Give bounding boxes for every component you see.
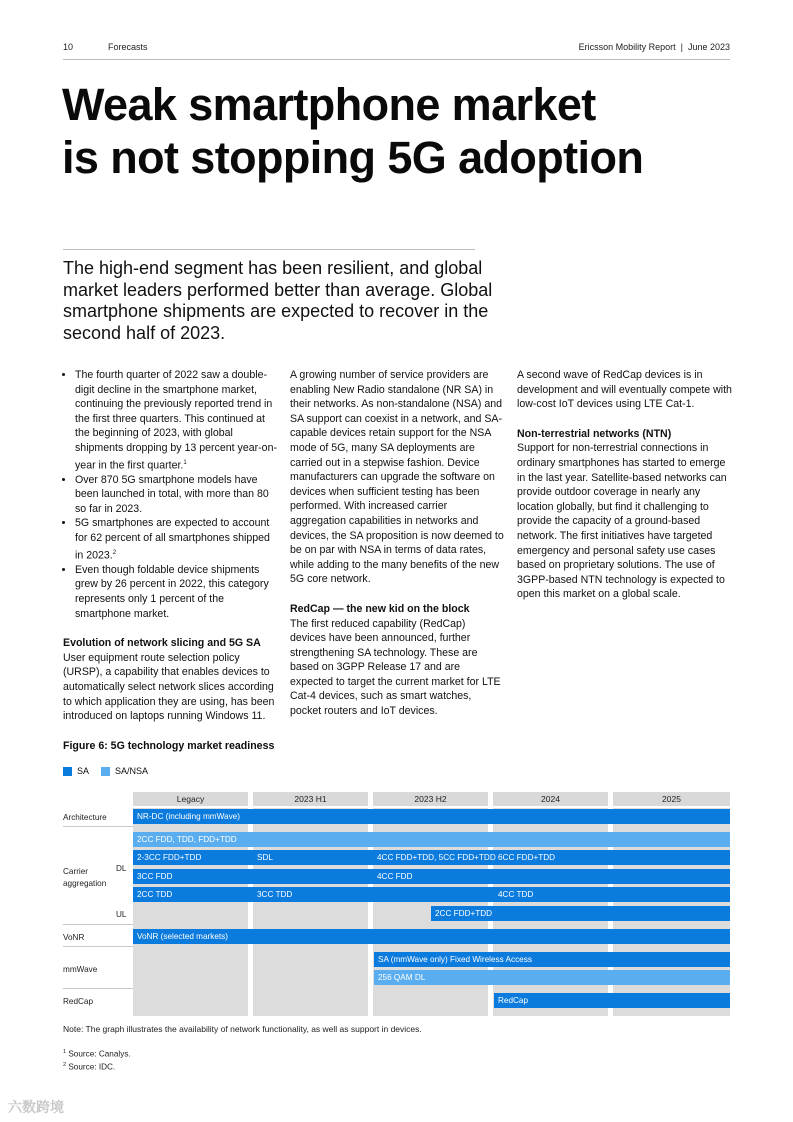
page-number: 10	[63, 42, 74, 52]
title-line-1: Weak smartphone market	[62, 79, 596, 130]
bar-2cc-tdd: 2CC TDD 3CC TDD 4CC TDD	[133, 887, 730, 902]
ntn-paragraph: Support for non-terrestrial connections in ordinary smartphones has started to emerge in the last year. Satellite-based networks can provide outdoor coverage in nearly any location globally, but find it challenging to provide the capacity of a ground-based network. The first initiatives have targeted emergency and personal safety use cases based on proprietary solutions. The use of 3GPP-based NTN technology is expected to open this market on a global scale.	[517, 442, 727, 601]
redcap-wave-paragraph: A second wave of RedCap devices is in development and will eventually compete with low-cost IoT devices using LTE Cat-1.	[517, 369, 732, 411]
column-1	[63, 368, 278, 724]
legend-sa: SA	[63, 766, 89, 776]
period-header-2023h1: 2023 H1	[253, 792, 368, 806]
intro-text: The high-end segment has been resilient, and global market leaders performed better than average. Global smartphone shipments are expected to recover in the second half of 2023.	[63, 258, 493, 343]
footnote-2: $^2$ Source: IDC.	[63, 1062, 116, 1072]
bullet-2: • Over 870 5G smartphone models have been launched in total, with more than 80 so far in 2023.	[75, 473, 278, 517]
bar-label-4cc-tdd: 4CC TDD	[498, 890, 534, 899]
row-label-redcap: RedCap	[63, 997, 94, 1006]
slicing-body: User equipment route selection policy (URSP), a capability that enables devices to automatically select network slices according to which application they are using, has been introduced on laptops running Windows 11.	[63, 651, 275, 723]
bar-2cc-fdd-tdd: 2CC FDD, TDD, FDD+TDD	[133, 832, 730, 847]
bar-label-sdl: SDL	[257, 853, 273, 862]
figure-note: Note: The graph illustrates the availability of network functionality, as well as support in devices.	[63, 1024, 422, 1034]
redcap-paragraph: The first reduced capability (RedCap) devices have been announced, further strengthening SA technology. These are based on 3GPP Release 17 and are expected to target the current market for LTE Cat-4 devices, such as smart watches, pocket routers and IoT devices.	[290, 617, 501, 718]
period-header-2024: 2024	[493, 792, 608, 806]
section-name: Forecasts	[108, 42, 148, 52]
bullet-1: • The fourth quarter of 2022 saw a double-digit decline in the smartphone market, continuing the previously reported trend in the first three quarters. This continued at the beginning of 2023, with global shipments dropping by 13 percent year-on-year in the first quarter.$^1$	[75, 368, 278, 473]
bar-label-4cc-fdd: 4CC FDD	[377, 872, 413, 881]
bar-label-6cc: 6CC FDD+TDD	[498, 853, 556, 862]
row-label-mmwave: mmWave	[63, 965, 98, 974]
row-separator	[63, 924, 133, 925]
period-header-legacy: Legacy	[133, 792, 248, 806]
header-rule	[63, 59, 730, 60]
row-label-ul: UL	[116, 910, 127, 919]
column-3	[517, 368, 732, 602]
bar-label-4cc-5cc: 4CC FDD+TDD, 5CC FDD+TDD	[377, 853, 496, 862]
intro-rule	[63, 249, 475, 250]
slicing-heading: Evolution of network slicing and 5G SA	[63, 637, 261, 650]
bar-256qam: 256 QAM DL	[374, 970, 730, 985]
key-points-list	[63, 368, 278, 621]
period-header-2023h2: 2023 H2	[373, 792, 488, 806]
column-2	[290, 368, 504, 719]
row-label-architecture: Architecture	[63, 813, 107, 822]
bar-ul-2cc-fdd-tdd: 2CC FDD+TDD	[431, 906, 730, 921]
row-separator	[63, 946, 133, 947]
figure-title: Figure 6: 5G technology market readiness	[63, 740, 275, 752]
row-separator	[63, 826, 133, 827]
row-label-aggregation: aggregation	[63, 879, 107, 888]
ntn-heading: Non-terrestrial networks (NTN)	[517, 427, 672, 440]
period-header-2025: 2025	[613, 792, 730, 806]
bar-redcap: RedCap	[494, 993, 730, 1008]
report-name: Ericsson Mobility Report | June 2023	[578, 42, 730, 52]
row-label-carrier: Carrier	[63, 867, 89, 876]
watermark: 六数跨境	[8, 1099, 64, 1115]
page-title	[62, 78, 762, 184]
nr-sa-paragraph: A growing number of service providers are enabling New Radio standalone (NR SA) in their networks. As non-standalone (NSA) and SA support can coexist in a network, and SA-capable devices retain support for the NSA mode of 5G, many SA deployments are carried out in a stepwise fashion. Device manufacturers can upgrade the software on devices when sufficient testing has been performed. With increased carrier aggregation capabilities in networks and devices, the SA proposition is now deemed to be on par with NSA in terms of data rates, while adding to the many benefits of the new 5G core network.	[290, 369, 504, 586]
legend-swatch-sa	[63, 767, 72, 776]
bar-mmwave-fwa: SA (mmWave only) Fixed Wireless Access	[374, 952, 730, 967]
row-separator	[63, 988, 133, 989]
title-line-2: is not stopping 5G adoption	[62, 132, 644, 183]
legend-swatch-sa-nsa	[101, 767, 110, 776]
redcap-heading: RedCap — the new kid on the block	[290, 602, 470, 615]
bar-label-3cc-tdd: 3CC TDD	[257, 890, 293, 899]
footnote-1: $^1$ Source: Canalys.	[63, 1049, 131, 1059]
bar-vonr: VoNR (selected markets)	[133, 929, 730, 944]
bullet-4: • Even though foldable device shipments grew by 26 percent in 2022, this category represents only 1 percent of the smartphone market.	[75, 563, 278, 621]
row-label-dl: DL	[116, 864, 127, 873]
bar-nr-dc: NR-DC (including mmWave)	[133, 809, 730, 824]
row-label-vonr: VoNR	[63, 933, 85, 942]
legend-sa-nsa: SA/NSA	[101, 766, 148, 776]
bar-3cc-fdd: 3CC FDD 4CC FDD	[133, 869, 730, 884]
bullet-3: • 5G smartphones are expected to account for 62 percent of all smartphones shipped in 2023.$^2$	[75, 516, 278, 562]
bar-2-3cc-fdd-tdd: 2-3CC FDD+TDD SDL 4CC FDD+TDD, 5CC FDD+TDD 6CC FDD+TDD	[133, 850, 730, 865]
